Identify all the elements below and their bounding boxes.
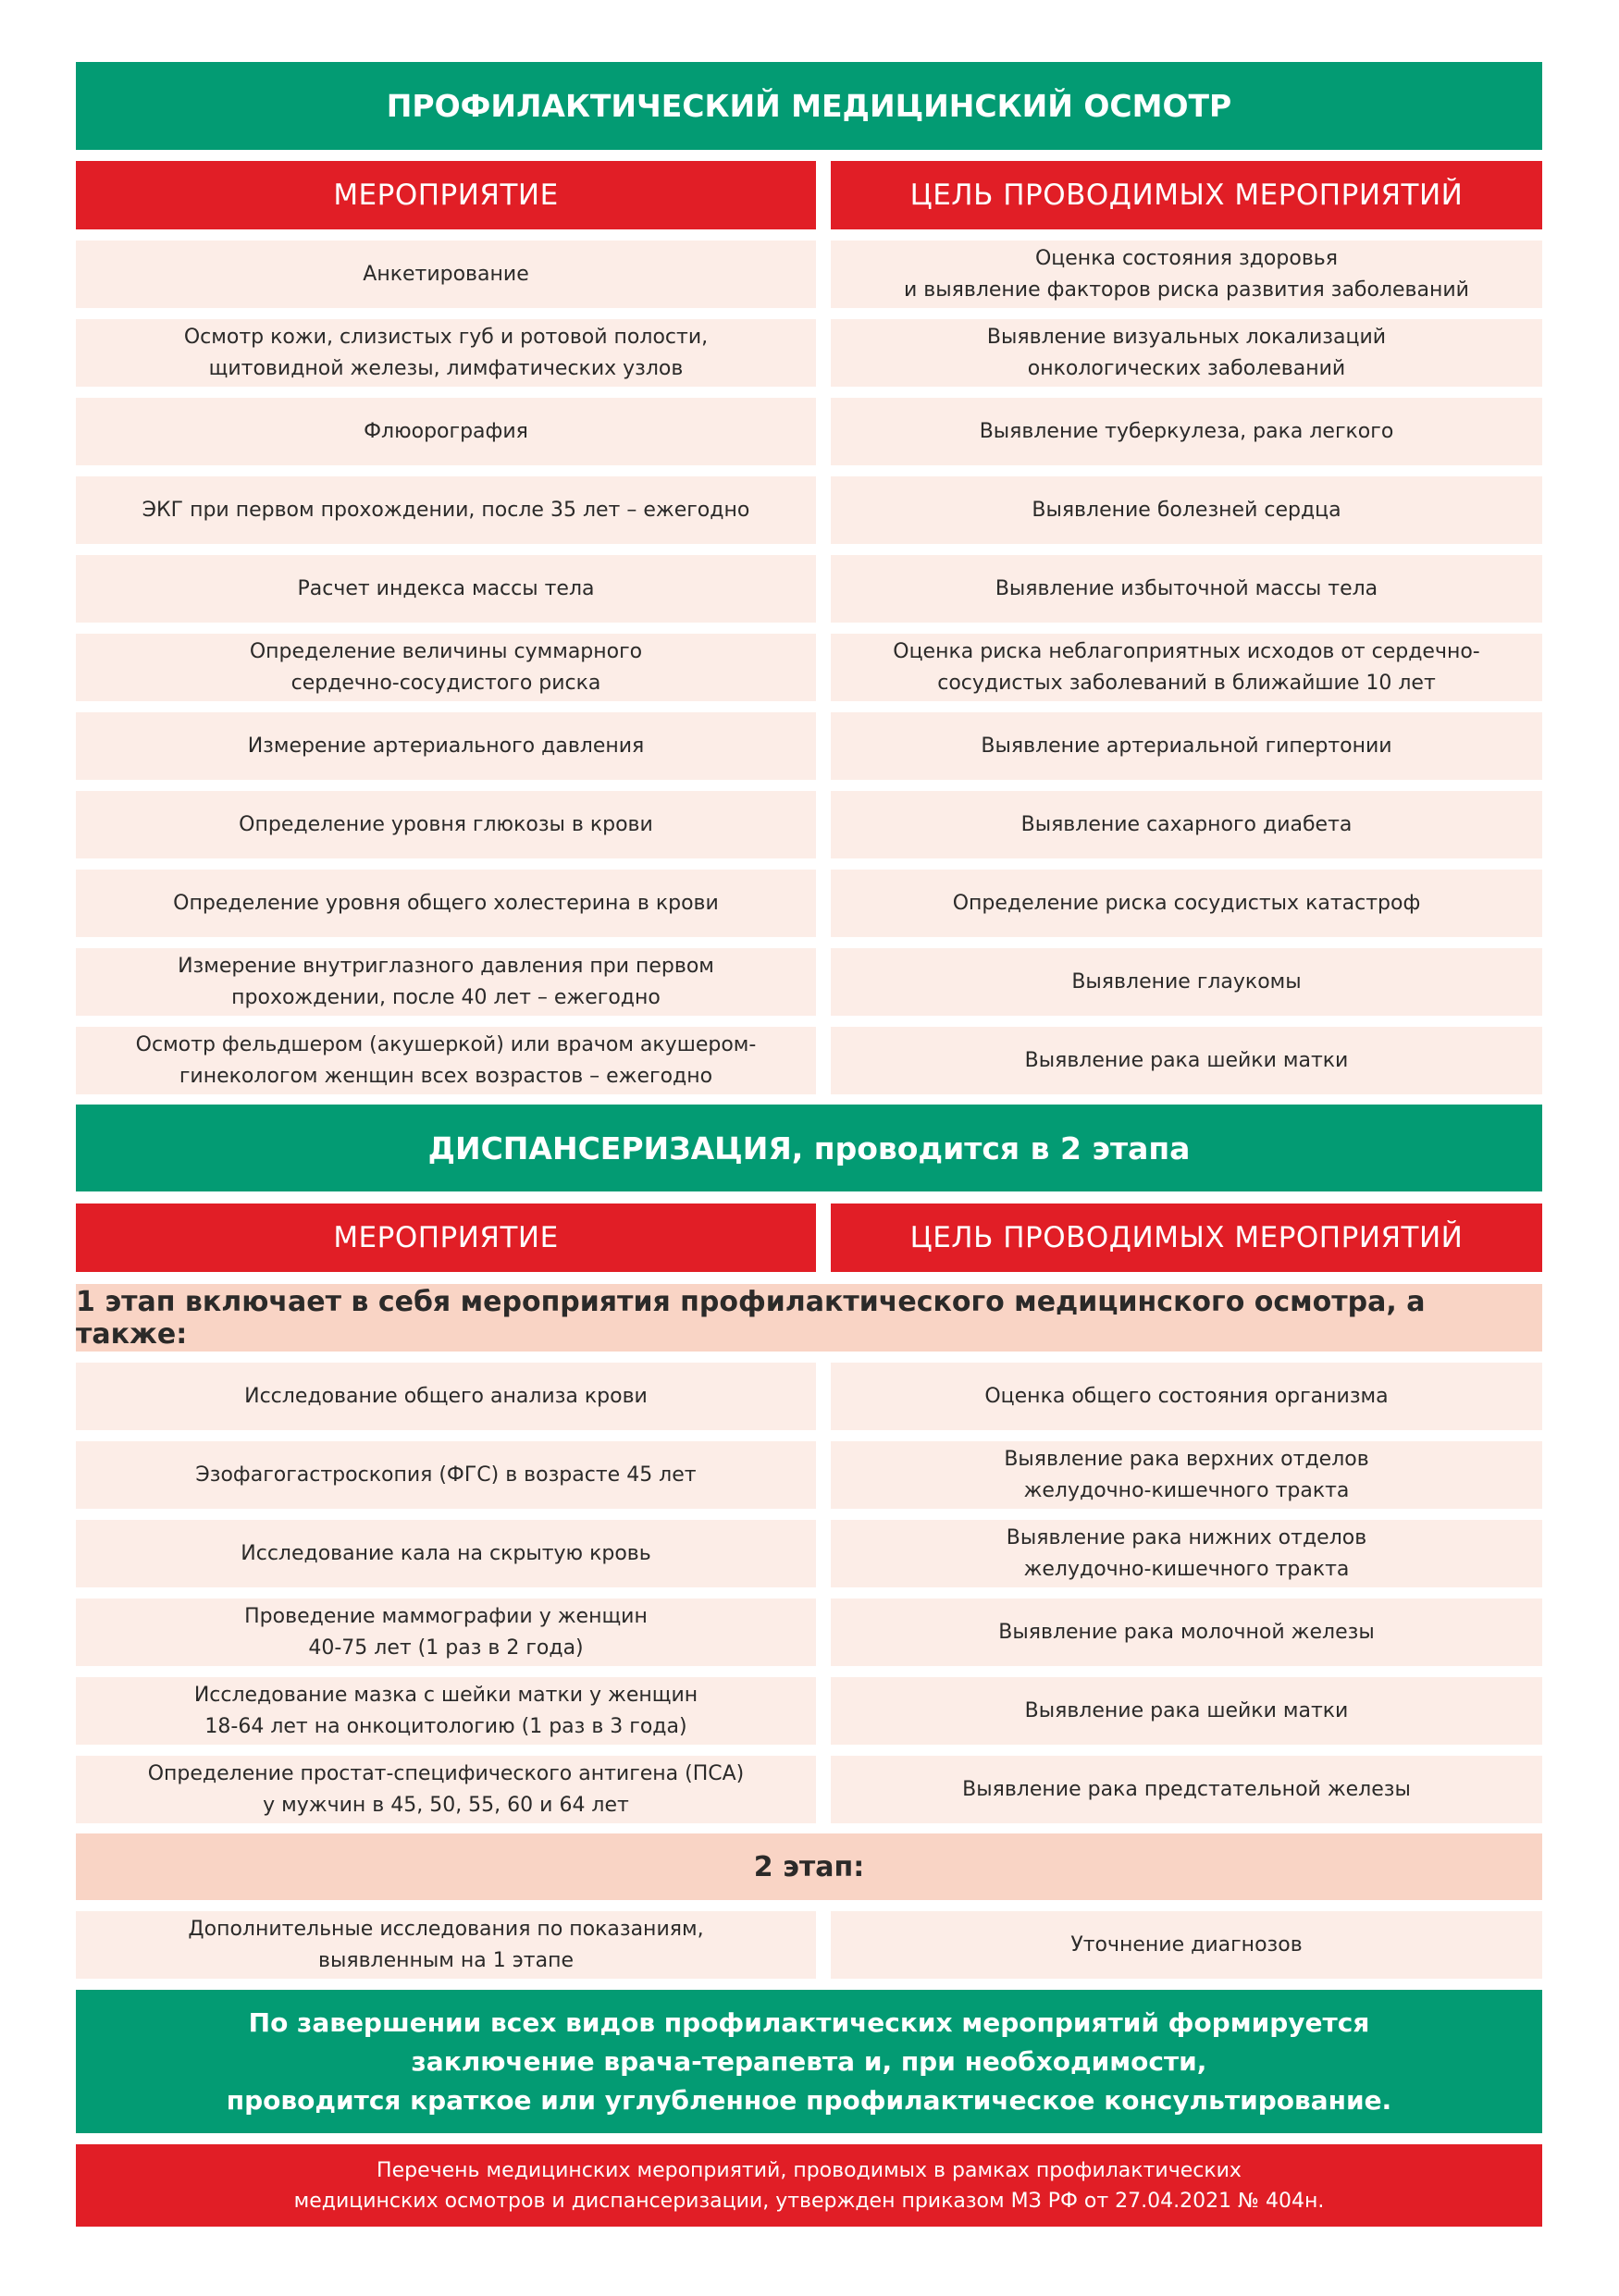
- activity-cell: Расчет индекса массы тела: [76, 555, 816, 623]
- stage2-rows: [76, 1911, 1542, 1979]
- table-row: [76, 555, 1542, 623]
- activity-cell: Проведение маммографии у женщин 40-75 лет (1 раз в 2 года): [76, 1599, 816, 1666]
- goal-cell: Уточнение диагнозов: [831, 1911, 1542, 1979]
- goal-cell: Выявление глаукомы: [831, 948, 1542, 1016]
- table-row: [76, 948, 1542, 1016]
- section1-rows: [76, 241, 1542, 1094]
- table-row: [76, 1363, 1542, 1430]
- goal-cell: Выявление рака предстательной железы: [831, 1756, 1542, 1823]
- goal-cell: Выявление рака молочной железы: [831, 1599, 1542, 1666]
- footer-note: Перечень медицинских мероприятий, проводимых в рамках профилактических медицинских осмотров и диспансеризации, утвержден приказом МЗ РФ от 27.04.2021 № 404н.: [76, 2144, 1542, 2227]
- activity-cell: Дополнительные исследования по показаниям, выявленным на 1 этапе: [76, 1911, 816, 1979]
- goal-cell: Выявление избыточной массы тела: [831, 555, 1542, 623]
- activity-cell: Исследование общего анализа крови: [76, 1363, 816, 1430]
- conclusion-banner: По завершении всех видов профилактических мероприятий формируется заключение врача-терапевта и, при необходимости, проводится краткое или углубленное профилактическое консультирование.: [76, 1990, 1542, 2133]
- section2-title: ДИСПАНСЕРИЗАЦИЯ, проводится в 2 этапа: [76, 1105, 1542, 1191]
- table-row: [76, 1441, 1542, 1509]
- goal-cell: Выявление рака шейки матки: [831, 1677, 1542, 1745]
- header-goal: ЦЕЛЬ ПРОВОДИМЫХ МЕРОПРИЯТИЙ: [831, 161, 1542, 229]
- goal-cell: Оценка общего состояния организма: [831, 1363, 1542, 1430]
- table-row: [76, 1599, 1542, 1666]
- goal-cell: Выявление сахарного диабета: [831, 791, 1542, 858]
- stage1-label: 1 этап включает в себя мероприятия профилактического медицинского осмотра, а также:: [76, 1284, 1542, 1352]
- table-row: [76, 319, 1542, 387]
- table-row: [76, 1520, 1542, 1587]
- table-row: [76, 241, 1542, 308]
- header-activity: МЕРОПРИЯТИЕ: [76, 1204, 816, 1272]
- table-row: [76, 1911, 1542, 1979]
- goal-cell: Выявление визуальных локализаций онкологических заболеваний: [831, 319, 1542, 387]
- goal-cell: Выявление рака нижних отделов желудочно-кишечного тракта: [831, 1520, 1542, 1587]
- activity-cell: Осмотр фельдшером (акушеркой) или врачом акушером- гинекологом женщин всех возрастов – ежегодно: [76, 1027, 816, 1094]
- activity-cell: Измерение артериального давления: [76, 712, 816, 780]
- table-row: [76, 476, 1542, 544]
- goal-cell: Оценка состояния здоровья и выявление факторов риска развития заболеваний: [831, 241, 1542, 308]
- goal-cell: Выявление рака шейки матки: [831, 1027, 1542, 1094]
- section1-table-header: [76, 161, 1542, 229]
- activity-cell: Эзофагогастроскопия (ФГС) в возрасте 45 лет: [76, 1441, 816, 1509]
- activity-cell: Исследование кала на скрытую кровь: [76, 1520, 816, 1587]
- goal-cell: Определение риска сосудистых катастроф: [831, 870, 1542, 937]
- activity-cell: Определение уровня общего холестерина в крови: [76, 870, 816, 937]
- section2-table-header: [76, 1204, 1542, 1272]
- header-activity: МЕРОПРИЯТИЕ: [76, 161, 816, 229]
- table-row: [76, 1677, 1542, 1745]
- table-row: [76, 712, 1542, 780]
- table-row: [76, 1027, 1542, 1094]
- activity-cell: Осмотр кожи, слизистых губ и ротовой полости, щитовидной железы, лимфатических узлов: [76, 319, 816, 387]
- table-row: [76, 634, 1542, 701]
- table-row: [76, 398, 1542, 465]
- goal-cell: Выявление рака верхних отделов желудочно-кишечного тракта: [831, 1441, 1542, 1509]
- table-row: [76, 791, 1542, 858]
- activity-cell: Анкетирование: [76, 241, 816, 308]
- activity-cell: Определение уровня глюкозы в крови: [76, 791, 816, 858]
- activity-cell: ЭКГ при первом прохождении, после 35 лет – ежегодно: [76, 476, 816, 544]
- goal-cell: Выявление болезней сердца: [831, 476, 1542, 544]
- goal-cell: Выявление туберкулеза, рака легкого: [831, 398, 1542, 465]
- header-goal: ЦЕЛЬ ПРОВОДИМЫХ МЕРОПРИЯТИЙ: [831, 1204, 1542, 1272]
- goal-cell: Оценка риска неблагоприятных исходов от сердечно- сосудистых заболеваний в ближайшие 10 лет: [831, 634, 1542, 701]
- stage2-label: 2 этап:: [76, 1833, 1542, 1900]
- goal-cell: Выявление артериальной гипертонии: [831, 712, 1542, 780]
- activity-cell: Флюорография: [76, 398, 816, 465]
- section1-title: ПРОФИЛАКТИЧЕСКИЙ МЕДИЦИНСКИЙ ОСМОТР: [76, 62, 1542, 150]
- stage1-rows: [76, 1363, 1542, 1823]
- activity-cell: Определение величины суммарного сердечно-сосудистого риска: [76, 634, 816, 701]
- poster: [76, 62, 1542, 2227]
- table-row: [76, 870, 1542, 937]
- activity-cell: Определение простат-специфического антигена (ПСА) у мужчин в 45, 50, 55, 60 и 64 лет: [76, 1756, 816, 1823]
- table-row: [76, 1756, 1542, 1823]
- activity-cell: Измерение внутриглазного давления при первом прохождении, после 40 лет – ежегодно: [76, 948, 816, 1016]
- activity-cell: Исследование мазка с шейки матки у женщин 18-64 лет на онкоцитологию (1 раз в 3 года): [76, 1677, 816, 1745]
